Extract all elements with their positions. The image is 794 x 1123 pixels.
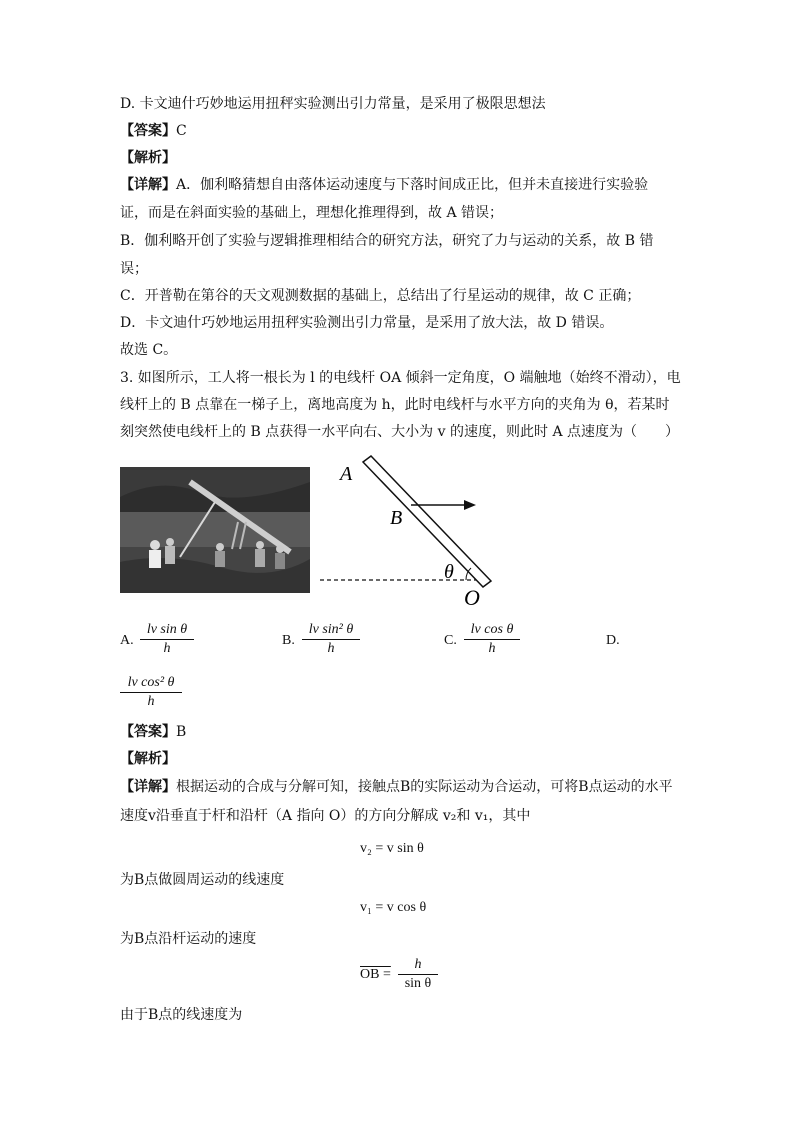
option-a-num: lv sin θ [146, 622, 188, 637]
analysis-tag: 【解析】 [120, 150, 176, 166]
option-c-label: C. [444, 633, 457, 648]
question3-line3: 刻突然使电线杆上的 B 点获得一水平向右、大小为 v 的速度，则此时 A 点速度为（ ） [120, 424, 680, 440]
label-o: O [464, 585, 480, 610]
analysis2-tag: 【解析】 [120, 751, 176, 767]
detail-line-b: B．伽利略开创了实验与逻辑推理相结合的研究方法，研究了力与运动的关系，故 B 错 [120, 233, 654, 249]
label-b: B [390, 507, 403, 529]
label-a: A [340, 463, 353, 485]
detail-line-d: D．卡文迪什巧妙地运用扭秤实验测出引力常量，是采用了放大法，故 D 错误。 [120, 315, 614, 331]
answer-tag: 【答案】 [120, 123, 176, 139]
detail-tag: 【详解】 [120, 177, 176, 193]
option-c-den: h [488, 641, 496, 656]
equation-ob-den: sin θ [404, 976, 432, 991]
option-d-den: h [147, 694, 155, 709]
answer2-value: B [176, 724, 187, 740]
worker-photo [120, 467, 310, 593]
detail-line-b2: 误； [120, 261, 148, 277]
option-b-num: lv sin² θ [308, 622, 354, 637]
option-d-num: lv cos² θ [127, 675, 175, 690]
detail-line-a2: 证，而是在斜面实验的基础上，理想化推理得到，故 A 错误； [120, 205, 504, 221]
answer-line [120, 121, 187, 141]
equation-ob-num: h [414, 957, 422, 972]
option-d-fraction [120, 675, 182, 710]
option-d-line: D. 卡文迪什巧妙地运用扭秤实验测出引力常量，是采用了极限思想法 [120, 96, 546, 112]
text-v2-meaning: 为B点做圆周运动的线速度 [120, 872, 285, 888]
detail2-tag: 【详解】 [120, 779, 176, 795]
text-last: 由于B点的线速度为 [120, 1007, 243, 1023]
option-b-den: h [327, 641, 335, 656]
choose-line: 故选 C。 [120, 342, 178, 358]
detail2-text1: 根据运动的合成与分解可知，接触点B的实际运动为合运动，可将B点运动的水平 [176, 779, 673, 795]
option-b-fraction [302, 622, 360, 657]
label-theta: θ [444, 561, 454, 583]
option-b-label: B. [282, 633, 295, 648]
option-a-fraction [140, 622, 194, 657]
detail2-line2: 速度v沿垂直于杆和沿杆（A 指向 O）的方向分解成 v₂和 v₁，其中 [120, 808, 531, 824]
pole-rect [363, 456, 491, 587]
equation-v1: v₁ = v cos θ [360, 900, 427, 915]
detail2-line1 [120, 777, 673, 797]
option-a-label: A. [120, 633, 134, 648]
text-v1-meaning: 为B点沿杆运动的速度 [120, 931, 257, 947]
answer-value: C [176, 123, 187, 139]
question3-line2: 线杆上的 B 点靠在一梯子上，离地高度为 h，此时电线杆与水平方向的夹角为 θ，若某时 [120, 397, 670, 413]
question3-line1: 3. 如图所示，工人将一根长为 l 的电线杆 OA 倾斜一定角度，O 端触地（始终不滑动），电 [120, 370, 681, 386]
detail-text-a: A．伽利略猜想自由落体运动速度与下落时间成正比，但并未直接进行实验验 [176, 177, 649, 193]
detail-line-a [120, 175, 648, 195]
velocity-arrowhead [464, 500, 476, 510]
answer2-tag: 【答案】 [120, 724, 176, 740]
option-c-fraction [464, 622, 520, 657]
equation-ob-lhs: OB = [360, 967, 391, 982]
option-a-den: h [163, 641, 171, 656]
detail-line-c: C．开普勒在第谷的天文观测数据的基础上，总结出了行星运动的规律，故 C 正确； [120, 288, 641, 304]
pole-diagram [318, 455, 518, 615]
option-c-num: lv cos θ [470, 622, 514, 637]
answer2-line [120, 722, 186, 742]
equation-v2: v₂ = v sin θ [360, 841, 424, 856]
option-d-label: D. [606, 633, 620, 648]
equation-ob-fraction [398, 957, 438, 992]
